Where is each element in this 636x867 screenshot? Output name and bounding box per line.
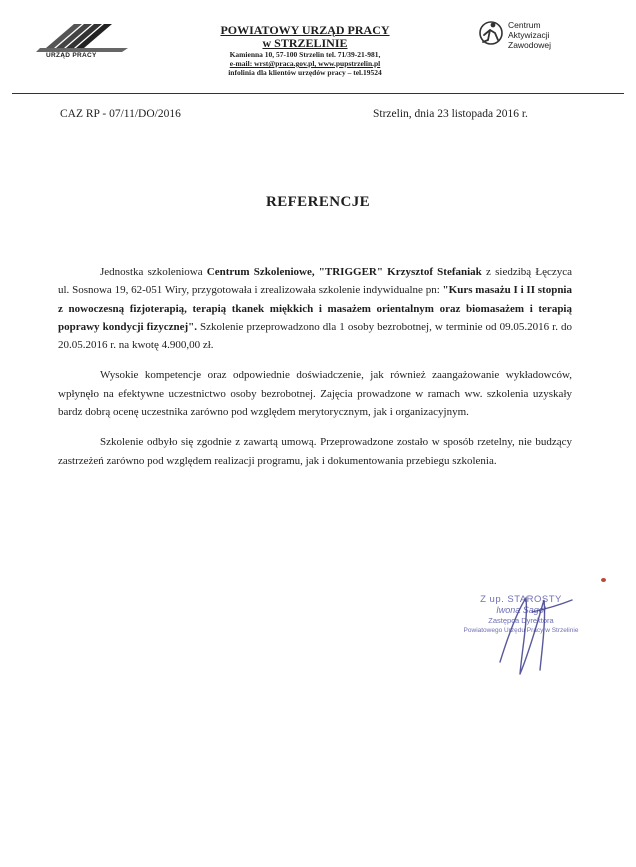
office-infoline: infolinia dla klientów urzędów pracy – tel.19524 bbox=[228, 68, 382, 77]
letter-date: Strzelin, dnia 23 listopada 2016 r. bbox=[373, 108, 528, 120]
stamp-line-4: Powiatowego Urzędu Pracy w Strzelinie bbox=[463, 627, 579, 634]
p1-course-name: "Kurs masażu I i II stopnia z nowoczesną fizjoterapią, terapią tkanek miękkich i masażem orientalnym oraz biomasażem i terapią poprawy kondycji fizycznej". bbox=[58, 284, 572, 333]
stamp-line-3: Zastępca Dyrektora bbox=[488, 616, 554, 625]
stamp-line-1: Z up. STAROSTY bbox=[480, 594, 562, 605]
p1-details: Szkolenie przeprowadzono dla 1 osoby bezrobotnej, w terminie od 09.05.2016 r. do 20.05.2016 r. na kwotę 4.900,00 zł. bbox=[58, 320, 572, 352]
office-subtitle: w STRZELINIE bbox=[262, 36, 348, 50]
stamp-line-2: Iwona Sagol bbox=[496, 605, 546, 615]
logo-left-caption: URZĄD PRACY bbox=[46, 52, 97, 59]
caz-logo-text bbox=[508, 20, 551, 50]
office-header bbox=[170, 24, 440, 77]
office-title: POWIATOWY URZĄD PRACY bbox=[220, 23, 390, 37]
header-divider bbox=[12, 93, 624, 94]
office-address: Kamienna 10, 57-100 Strzelin tel. 71/39-21-981, bbox=[229, 50, 381, 59]
document-heading: REFERENCJE bbox=[265, 194, 370, 210]
caz-line-3: Zawodowej bbox=[508, 40, 551, 50]
p1-intro: Jednostka szkoleniowa bbox=[100, 266, 207, 278]
paragraph-3: Szkolenie odbyło się zgodnie z zawartą umową. Przeprowadzone zostało w sposób rzetelny, nie budzący zastrzeżeń zarówno pod względem realizacji programu, jak i dokumentowania przebiegu szkolenia. bbox=[58, 436, 572, 467]
caz-line-2: Aktywizacji bbox=[508, 30, 550, 40]
p1-organization: Centrum Szkoleniowe, "TRIGGER" Krzysztof Stefaniak bbox=[206, 266, 482, 278]
handwritten-signature bbox=[470, 590, 580, 680]
office-contact: e-mail: wrst@praca.gov.pl, www.pupstrzelin.pl bbox=[229, 59, 381, 68]
p1-address: z siedzibą Łęczyca ul. Sosnowa 19, 62-051 Wiry, przygotowała i zrealizowała szkolenie indywidualne pn: bbox=[58, 266, 572, 297]
letter-body bbox=[58, 263, 572, 482]
caz-line-1: Centrum bbox=[508, 20, 541, 30]
paragraph-1 bbox=[58, 263, 572, 354]
caz-logo-icon bbox=[478, 18, 504, 48]
reference-number: CAZ RP - 07/11/DO/2016 bbox=[60, 108, 181, 120]
ink-mark bbox=[601, 578, 606, 582]
paragraph-2: Wysokie kompetencje oraz odpowiednie doświadczenie, jak również zaangażowanie wykładowców, wpłynęło na efektywne uczestnictwo osoby bezrobotnej. Zajęcia prowadzone w ramach ww. szkolenia uzyskały bardz dobrą ocenę uczestnika zarówno pod względem merytorycznym, jak i organizacyjnym. bbox=[58, 369, 572, 419]
